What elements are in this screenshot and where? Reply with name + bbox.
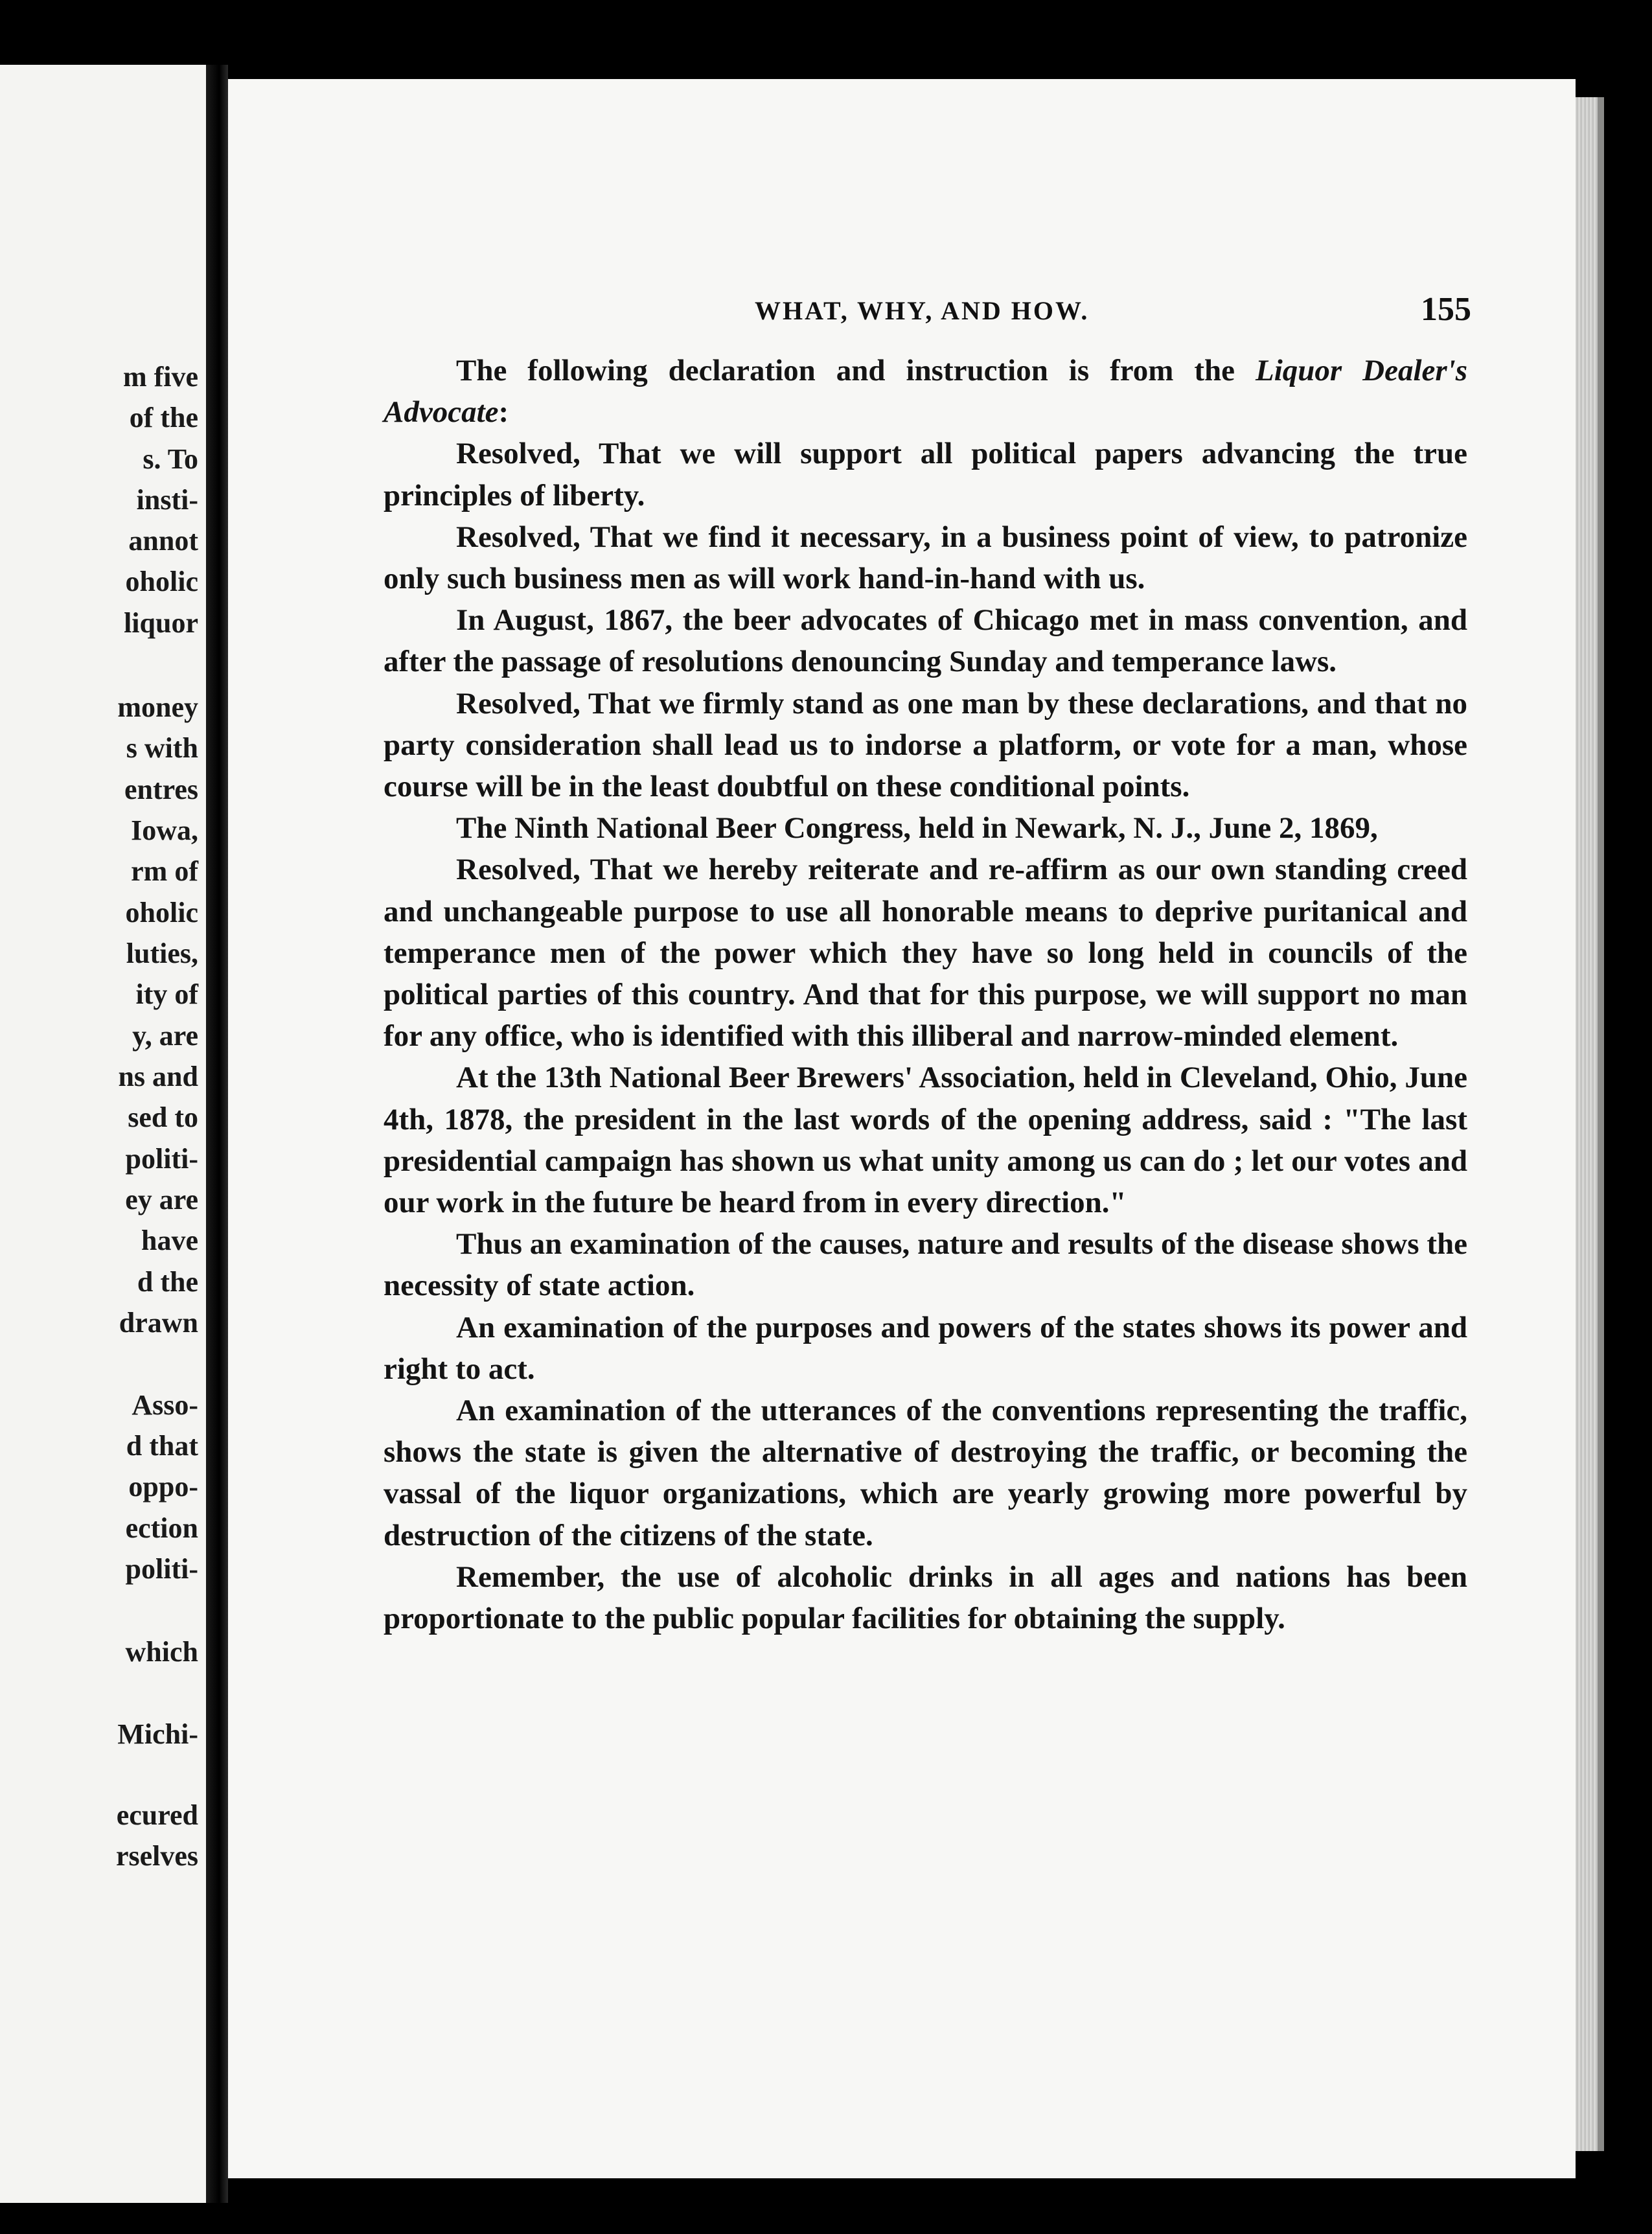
facing-page-line: luties, <box>126 938 198 969</box>
facing-page-line: y, are <box>132 1020 198 1052</box>
facing-page-line: politi- <box>125 1553 198 1585</box>
facing-page-line: have <box>141 1225 198 1256</box>
paragraph: Resolved, That we find it necessary, in a business point of view, to patronize only such business men as will work hand-in-hand with us. <box>384 520 1467 596</box>
facing-page-line: Asso- <box>132 1389 198 1421</box>
facing-page-line: insti- <box>136 484 198 516</box>
book-gutter <box>206 65 228 2203</box>
paragraph <box>384 350 1467 433</box>
facing-page-line: ity of <box>135 978 198 1010</box>
facing-page-line: Michi- <box>117 1718 198 1750</box>
facing-page-line: politi- <box>125 1143 198 1175</box>
page-header <box>755 290 1471 329</box>
paragraph: Remember, the use of alcoholic drinks in all ages and nations has been proportionate to the public popular facilities for obtaining the supply. <box>384 1560 1467 1636</box>
facing-page-line: which <box>125 1636 198 1668</box>
paragraph: Resolved, That we hereby reiterate and re-affirm as our own standing creed and unchangeable purpose to use all honorable means to deprive puritanical and temperance men of the power which they have so long held in councils of the political parties of this country. And that for this purpose, we will support no man for any office, who is identified with this illiberal and narrow-minded element. <box>384 853 1467 1054</box>
running-head: WHAT, WHY, AND HOW. <box>755 296 1090 325</box>
paragraph: The Ninth National Beer Congress, held in Newark, N. J., June 2, 1869, <box>456 811 1378 846</box>
facing-page <box>0 65 206 2203</box>
facing-page-line: oppo- <box>128 1471 198 1503</box>
paragraph: At the 13th National Beer Brewers' Association, held in Cleveland, Ohio, June 4th, 1878, the president in the last words of the opening address, said : "The last presidential campaign has shown us what unity among us can do ; let our votes and our work in the future be heard from in every direction." <box>384 1061 1467 1220</box>
paragraph: An examination of the utterances of the conventions representing the traffic, shows the state is given the alternative of destroying the traffic, or becoming the vassal of the liquor organizations, which are yearly growing more powerful by destruction of the citizens of the state. <box>384 1394 1467 1552</box>
facing-page-line: liquor <box>124 607 198 639</box>
facing-page-line: m five <box>122 361 198 393</box>
facing-page-line: oholic <box>125 897 198 928</box>
facing-page-line: s. To <box>143 443 198 475</box>
facing-page-line: money <box>117 691 198 723</box>
facing-page-line: ecured <box>116 1799 198 1831</box>
page-edge-shadow <box>1598 97 1604 2151</box>
facing-page-line: ey are <box>125 1184 198 1215</box>
facing-page-line: rm of <box>131 855 198 887</box>
paragraph: In August, 1867, the beer advocates of Chicago met in mass convention, and after the passage of resolutions denouncing Sunday and temperance laws. <box>384 603 1467 679</box>
paragraph: Resolved, That we firmly stand as one man by these declarations, and that no party consideration shall lead us to indorse a platform, or vote for a man, whose course will be in the least doubtful on these conditional points. <box>384 686 1467 804</box>
facing-page-line: ns and <box>118 1061 198 1092</box>
paragraph: An examination of the purposes and powers of the states shows its power and right to act. <box>384 1310 1467 1386</box>
facing-page-line: ection <box>125 1512 198 1544</box>
publication-title: Liquor Dealer's Advocate <box>384 354 1467 430</box>
body-text <box>384 350 1467 1639</box>
facing-page-line: Iowa, <box>131 814 198 846</box>
facing-page-line: drawn <box>119 1307 198 1339</box>
facing-page-line: oholic <box>125 566 198 597</box>
facing-page-line: s with <box>126 732 198 764</box>
facing-page-line: sed to <box>128 1101 198 1133</box>
facing-page-line: of the <box>129 402 198 433</box>
page-edge <box>1576 97 1598 2151</box>
facing-page-line: rselves <box>115 1840 198 1872</box>
facing-page-line: entres <box>124 774 198 805</box>
paragraph: Thus an examination of the causes, nature and results of the disease shows the necessity of state action. <box>384 1227 1467 1303</box>
facing-page-line: annot <box>128 525 198 557</box>
paragraph-text: : <box>498 395 509 430</box>
page-number: 155 <box>1421 291 1471 328</box>
paragraph-text: The following declaration and instruction is from the <box>456 354 1256 387</box>
facing-page-line: d that <box>126 1430 198 1462</box>
facing-page-line: d the <box>137 1266 198 1298</box>
paragraph: Resolved, That we will support all political papers advancing the true principles of liberty. <box>384 437 1467 512</box>
